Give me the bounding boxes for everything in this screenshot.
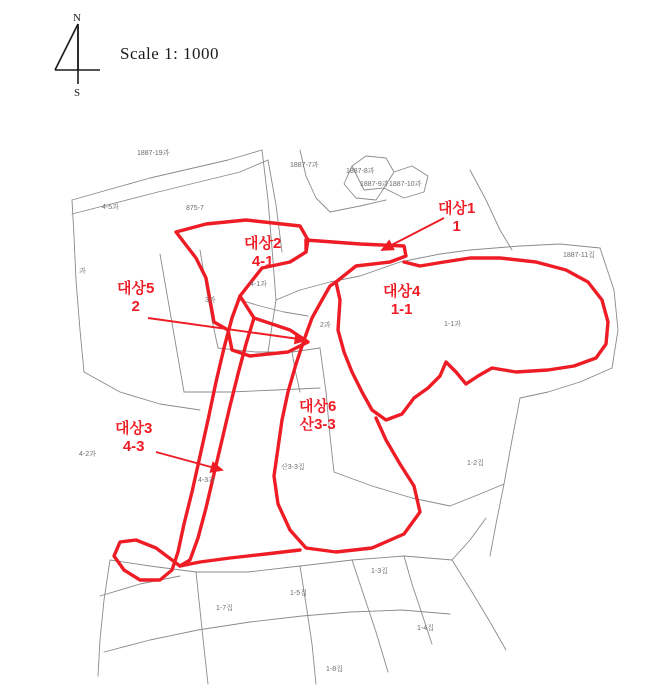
subject-label-title: 대상2 <box>244 235 282 252</box>
subject-label-sub: 1-1 <box>390 300 413 318</box>
lot-label: 1-3집 <box>371 568 388 575</box>
lot-label: 1-7집 <box>216 605 233 612</box>
lot-label: 1-8집 <box>326 666 343 673</box>
lot-label: 1887-19과 <box>137 150 170 157</box>
lot-label: 과 <box>79 268 86 275</box>
subject-label-sub: 산3-3 <box>299 415 336 433</box>
lot-label: 4-5과 <box>102 204 119 211</box>
lot-label: 1-5집 <box>290 590 307 597</box>
subject-label-title: 대상1 <box>438 200 476 217</box>
scale-label: Scale 1: 1000 <box>120 44 220 63</box>
compass-south-letter: S <box>74 87 81 99</box>
subject-label-daesang5 <box>117 280 154 315</box>
lot-label: 4-3과 <box>198 477 215 484</box>
lot-label: 3과 <box>205 297 216 304</box>
subject-label-title: 대상3 <box>115 420 153 437</box>
subject-label-sub: 4-3 <box>122 437 145 455</box>
lot-label: 산3-3집 <box>281 464 305 471</box>
compass-north-letter: N <box>73 12 81 24</box>
lot-label: 1887-7과 <box>290 162 319 169</box>
subject-label-daesang6 <box>299 398 336 433</box>
subject-label-daesang1 <box>438 200 475 235</box>
lot-label: 1887-8과 <box>346 168 375 175</box>
lot-label: 1-1과 <box>444 321 461 328</box>
subject-label-sub: 2 <box>131 297 140 315</box>
subject-label-daesang2 <box>244 235 281 270</box>
lot-label: 1-4집 <box>417 625 434 632</box>
lot-label: 1887-9과 <box>360 181 389 188</box>
lot-label: 875-7 <box>186 205 204 212</box>
subject-label-daesang3 <box>115 420 152 455</box>
subject-label-title: 대상6 <box>299 398 337 415</box>
lot-label: 4-1과 <box>250 281 267 288</box>
subject-label-title: 대상4 <box>383 283 421 300</box>
subject-label-daesang4 <box>383 283 420 318</box>
subject-label-title: 대상5 <box>117 280 155 297</box>
subject-label-sub: 4-1 <box>251 252 274 270</box>
lot-label: 4-2과 <box>79 451 96 458</box>
lot-label: 1887-10과 <box>389 181 422 188</box>
lot-label: 1-2집 <box>467 460 484 467</box>
lot-label: 2과 <box>320 322 331 329</box>
lot-label: 1887-11집 <box>563 252 595 259</box>
subject-label-sub: 1 <box>452 217 461 235</box>
